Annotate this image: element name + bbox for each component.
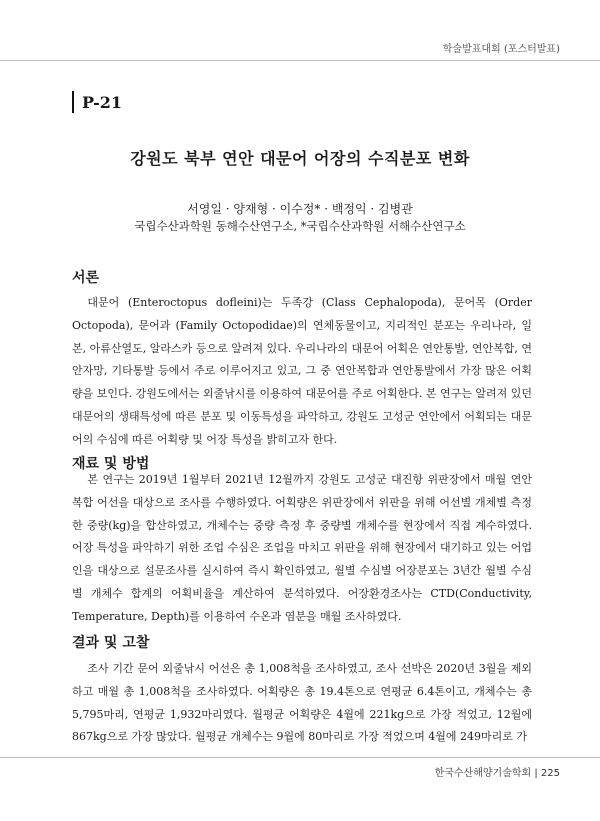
section-body-methods: 본 연구는 2019년 1월부터 2021년 12월까지 강원도 고성군 대진항 위판장에서 매월 연안복합 어선을 대상으로 조사를 수행하였다. 어획량은 위판장에서 위판을 위해 어선별 개체별 측정한 중량(kg)을 합산하였고, 개체수는 중량 측정 후 중량별 개체수를 현장에서 직접 계수하였다. 어장 특성을 파악하기 위한 조업 수심은 조업을 마치고 위판을 위해 현장에서 대기하고 있는 어업인을 대상으로 설문조사를 실시하여 즉시 확인하였고, 월별 수심별 어장분포는 3년간 월별 수심별 개체수 합계의 어획비율을 계산하여 분석하였다. 어장환경조사는 CTD(Conductivity, Temperature, Depth)를 이용하여 수온과 염분을 매월 조사하였다.	[72, 473, 532, 623]
paper-title: 강원도 북부 연안 대문어 어장의 수직분포 변화	[130, 149, 470, 168]
section-heading-methods: 재료 및 방법	[72, 456, 150, 472]
conference-section-label: 학술발표대회 (포스터발표)	[442, 44, 560, 55]
section-body-intro: 대문어 (Enteroctopus dofleini)는 두족강 (Class Cephalopoda), 문어목 (Order Octopoda), 문어과 (Family Octopodidae)의 연체동물이고, 지리적인 분포는 우리나라, 일본, 아류산열도, 알라스카 등으로 알려져 있다. 우리나라의 대문어 어획은 연안통발, 연안복합, 연안자망, 기타통발 등에서 주로 이루어지고 있고, 그 중 연안복합과 연안통발에서 가장 많은 어획량을 보인다. 강원도에서는 외줄낚시를 이용하여 대문어를 주로 어획한다. 본 연구는 알려져 있던 대문어의 생태특성에 따른 분포 및 이동특성을 파악하고, 강원도 고성군 연안에서 어획되는 대문어의 수심에 따른 어획량 및 어장 특성을 밝히고자 한다.	[72, 296, 532, 446]
author-list: 서영일 · 양재형 · 이수정* · 백정익 · 김병관	[187, 202, 413, 216]
footer-page-label: 한국수산해양기술학회 | 225	[434, 768, 560, 779]
poster-number-bar	[72, 91, 74, 113]
section-heading-results: 결과 및 고찰	[72, 635, 150, 651]
poster-number: P-21	[82, 92, 123, 112]
poster-number-block	[72, 90, 122, 114]
footer-divider	[0, 757, 600, 758]
section-heading-intro: 서론	[72, 270, 100, 286]
affiliation: 국립수산과학원 동해수산연구소, *국립수산과학원 서해수산연구소	[134, 219, 466, 233]
section-body-results: 조사 기간 문어 외줄낚시 어선은 총 1,008척을 조사하였고, 조사 선박은 2020년 3월을 제외하고 매월 총 1,008척을 조사하였다. 어획량은 총 19.4톤으로 연평균 6.4톤이고, 개체수는 총 5,795마리, 연평균 1,932마리였다. 월평균 어획량은 4월에 221kg으로 가장 적었고, 12월에 867kg으로 가장 많았다. 월평균 개체수는 9월에 80마리로 가장 적었으며 4월에 249마리로 가	[72, 662, 532, 744]
header-divider	[0, 60, 600, 61]
